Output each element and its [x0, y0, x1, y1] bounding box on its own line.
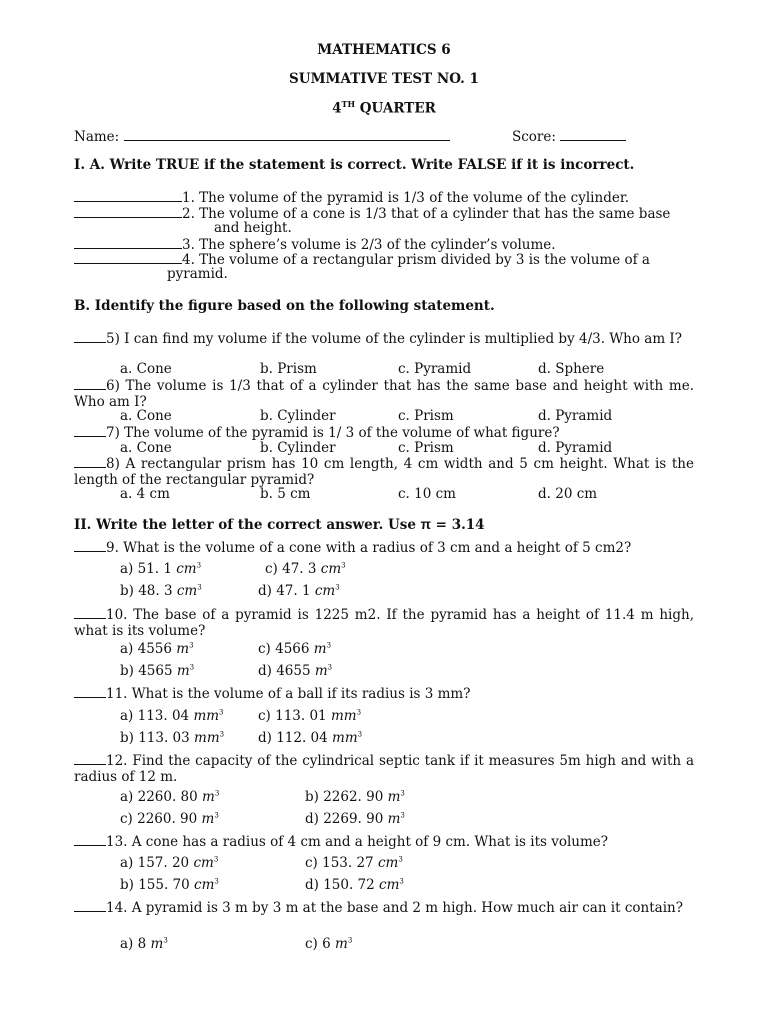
score-row	[512, 128, 626, 145]
option-6c[interactable]: c. Prism	[398, 408, 454, 424]
option-9a[interactable]: a) 51. 1 $cm^3$	[120, 561, 202, 577]
tf-item-4: 4. The volume of a rectangular prism divided by 3 is the volume of a	[74, 251, 694, 268]
option-7a[interactable]: a. Cone	[120, 440, 172, 456]
option-13d[interactable]: d) 150. 72 $cm^3$	[305, 877, 404, 893]
option-9c[interactable]: c) 47. 3 $cm^3$	[265, 561, 346, 577]
option-14a[interactable]: a) 8 $m^3$	[120, 936, 168, 952]
question-11: 11. What is the volume of a ball if its radius is 3 mm?	[74, 685, 694, 703]
option-8b[interactable]: b. 5 cm	[260, 486, 311, 502]
pi-symbol: π	[420, 517, 431, 532]
name-blank[interactable]	[124, 128, 450, 141]
section-ii-heading: II. Write the letter of the correct answer. Use π = 3.14	[74, 517, 485, 533]
option-11a[interactable]: a) 113. 04 $mm^3$	[120, 708, 224, 724]
option-5c[interactable]: c. Pyramid	[398, 361, 472, 377]
question-14: 14. A pyramid is 3 m by 3 m at the base and 2 m high. How much air can it contain?	[74, 899, 694, 917]
option-10d[interactable]: d) 4655 $m^3$	[258, 663, 333, 679]
option-12a[interactable]: a) 2260. 80 $m^3$	[120, 789, 220, 805]
option-8c[interactable]: c. 10 cm	[398, 486, 456, 502]
answer-blank[interactable]	[74, 189, 182, 202]
option-6d[interactable]: d. Pyramid	[538, 408, 613, 424]
answer-blank[interactable]	[74, 539, 106, 552]
answer-blank[interactable]	[74, 455, 106, 468]
answer-blank[interactable]	[74, 251, 182, 264]
section-b-heading: B. Identify the figure based on the following statement.	[74, 298, 495, 314]
option-13a[interactable]: a) 157. 20 $cm^3$	[120, 855, 219, 871]
option-7c[interactable]: c. Prism	[398, 440, 454, 456]
answer-blank[interactable]	[74, 205, 182, 218]
option-9b[interactable]: b) 48. 3 $cm^3$	[120, 583, 202, 599]
score-label: Score:	[512, 129, 556, 145]
tf-item-1: 1. The volume of the pyramid is 1/3 of the volume of the cylinder.	[74, 189, 694, 206]
option-5b[interactable]: b. Prism	[260, 361, 317, 377]
section-ia-heading: I. A. Write TRUE if the statement is correct. Write FALSE if it is incorrect.	[74, 157, 635, 173]
option-12d[interactable]: d) 2269. 90 $m^3$	[305, 811, 405, 827]
option-10c[interactable]: c) 4566 $m^3$	[258, 641, 332, 657]
option-12b[interactable]: b) 2262. 90 $m^3$	[305, 789, 405, 805]
quarter-title: 4TH QUARTER	[332, 99, 436, 117]
tf-item-2-cont: and height.	[214, 220, 292, 236]
option-13c[interactable]: c) 153. 27 $cm^3$	[305, 855, 403, 871]
option-12c[interactable]: c) 2260. 90 $m^3$	[120, 811, 219, 827]
option-10a[interactable]: a) 4556 $m^3$	[120, 641, 194, 657]
name-label: Name:	[74, 129, 120, 145]
option-7b[interactable]: b. Cylinder	[260, 440, 336, 456]
option-14c[interactable]: c) 6 $m^3$	[305, 936, 353, 952]
option-5d[interactable]: d. Sphere	[538, 361, 605, 377]
option-10b[interactable]: b) 4565 $m^3$	[120, 663, 195, 679]
question-12: 12. Find the capacity of the cylindrical septic tank if it measures 5m high and with a radius of 12 m.	[74, 753, 694, 785]
answer-blank[interactable]	[74, 606, 106, 619]
answer-blank[interactable]	[74, 424, 106, 437]
question-7: 7) The volume of the pyramid is 1/ 3 of the volume of what figure?	[74, 424, 694, 442]
option-11d[interactable]: d) 112. 04 $mm^3$	[258, 730, 363, 746]
option-7d[interactable]: d. Pyramid	[538, 440, 613, 456]
option-6b[interactable]: b. Cylinder	[260, 408, 336, 424]
option-9d[interactable]: d) 47. 1 $cm^3$	[258, 583, 340, 599]
subject-title: MATHEMATICS 6	[317, 42, 451, 58]
option-6a[interactable]: a. Cone	[120, 408, 172, 424]
question-8: 8) A rectangular prism has 10 cm length, 4 cm width and 5 cm height. What is the length of the rectangular pyramid?	[74, 456, 694, 488]
answer-blank[interactable]	[74, 685, 106, 698]
question-5: 5) I can find my volume if the volume of the cylinder is multiplied by 4/3. Who am I?	[74, 330, 694, 348]
option-8a[interactable]: a. 4 cm	[120, 486, 170, 502]
question-13: 13. A cone has a radius of 4 cm and a height of 9 cm. What is its volume?	[74, 833, 694, 851]
answer-blank[interactable]	[74, 752, 106, 765]
question-6: 6) The volume is 1/3 that of a cylinder that has the same base and height with me. Who am I?	[74, 378, 694, 410]
answer-blank[interactable]	[74, 833, 106, 846]
option-11b[interactable]: b) 113. 03 $mm^3$	[120, 730, 225, 746]
score-blank[interactable]	[560, 128, 626, 141]
answer-blank[interactable]	[74, 330, 106, 343]
test-title: SUMMATIVE TEST NO. 1	[289, 71, 479, 87]
question-9: 9. What is the volume of a cone with a radius of 3 cm and a height of 5 cm2?	[74, 539, 694, 557]
answer-blank[interactable]	[74, 899, 106, 912]
answer-blank[interactable]	[74, 236, 182, 249]
tf-item-4-cont: pyramid.	[167, 266, 228, 282]
option-5a[interactable]: a. Cone	[120, 361, 172, 377]
answer-blank[interactable]	[74, 377, 106, 390]
tf-item-2: 2. The volume of a cone is 1/3 that of a cylinder that has the same base	[74, 205, 694, 222]
question-10: 10. The base of a pyramid is 1225 m2. If the pyramid has a height of 11.4 m high, what is its volume?	[74, 607, 694, 639]
option-13b[interactable]: b) 155. 70 $cm^3$	[120, 877, 219, 893]
option-11c[interactable]: c) 113. 01 $mm^3$	[258, 708, 362, 724]
option-8d[interactable]: d. 20 cm	[538, 486, 598, 502]
tf-item-3: 3. The sphere’s volume is 2/3 of the cylinder’s volume.	[74, 236, 694, 253]
